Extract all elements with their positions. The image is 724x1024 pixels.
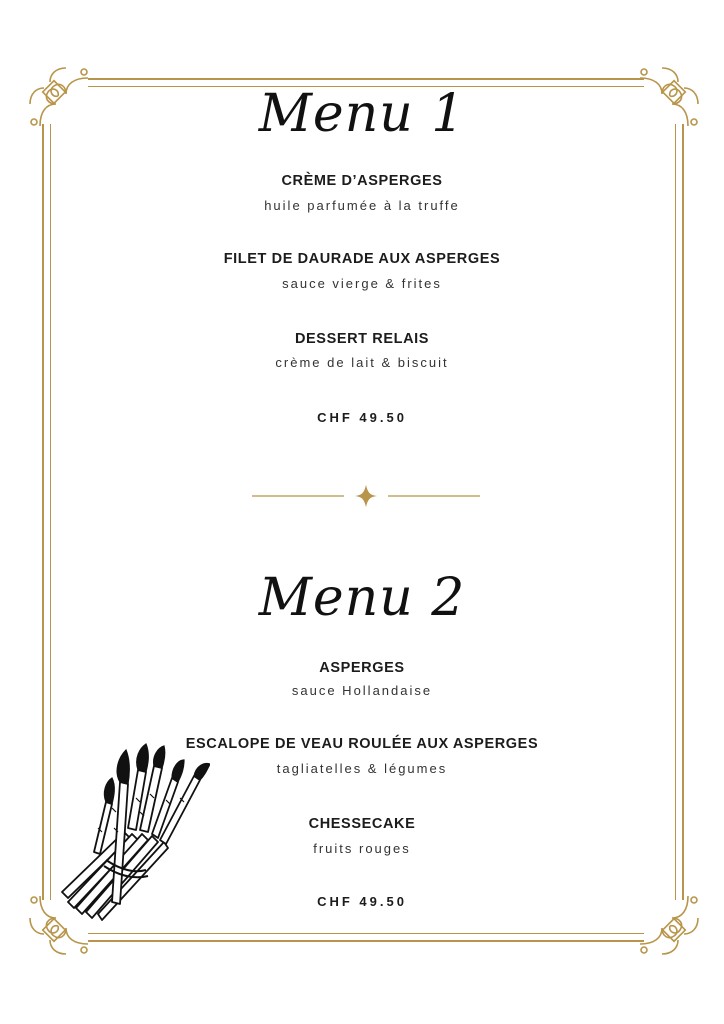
- menu-1-dish-3-name: DESSERT RELAIS: [294, 331, 430, 347]
- menu-2-price: CHF 49.50: [317, 894, 407, 909]
- menu-1-dish-2-name: FILET DE DAURADE AUX ASPERGES: [223, 251, 501, 267]
- menu-1-price: CHF 49.50: [317, 410, 407, 425]
- menu-1-dish-1-description: huile parfumée à la truffe: [264, 198, 460, 213]
- menu-2-title: Menu 2: [258, 568, 466, 628]
- frame-right-inner: [675, 124, 676, 900]
- menu-2-dish-3-name: CHESSECAKE: [308, 816, 416, 832]
- menu-1-title: Menu 1: [258, 84, 466, 144]
- menu-2-dish-1-description: sauce Hollandaise: [291, 683, 433, 698]
- menu-2-dish-2-name: ESCALOPE DE VEAU ROULÉE AUX ASPERGES: [185, 736, 539, 752]
- frame-top-outer: [88, 78, 644, 80]
- menu-1-dish-2-description: sauce vierge & frites: [282, 276, 442, 291]
- frame-right-outer: [682, 124, 684, 900]
- asparagus-bundle-illustration: [54, 742, 210, 922]
- frame-bottom-outer: [88, 940, 644, 942]
- frame-bottom-inner: [88, 933, 644, 934]
- menu-2-dish-3-description: fruits rouges: [313, 841, 411, 856]
- menu-1-dish-1-name: CRÈME D’ASPERGES: [281, 173, 443, 189]
- menu-1-dish-3-description: crème de lait & biscuit: [275, 355, 449, 370]
- frame-left-outer: [42, 124, 44, 900]
- menu-2-dish-1-name: ASPERGES: [319, 660, 405, 676]
- frame-left-inner: [50, 124, 51, 900]
- four-point-star-icon: [252, 484, 480, 508]
- menu-2-dish-2-description: tagliatelles & légumes: [276, 761, 448, 776]
